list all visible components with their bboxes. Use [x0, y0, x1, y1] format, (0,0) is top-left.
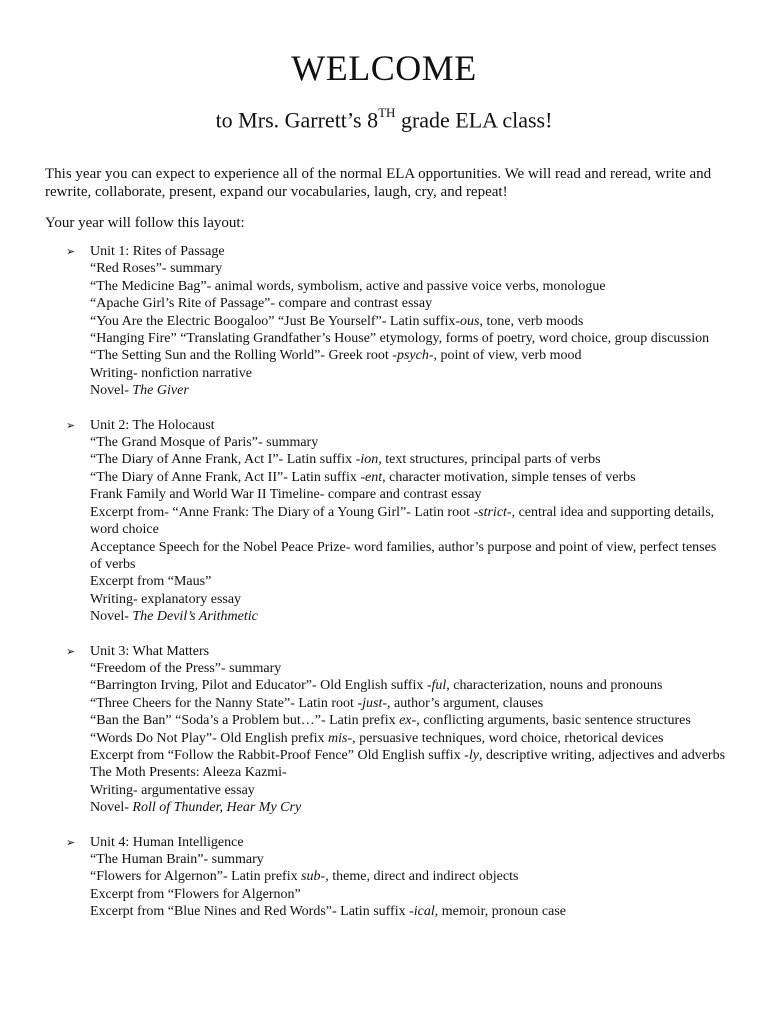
unit-item — [90, 278, 730, 295]
text-segment: , character motivation, simple tenses of verbs — [382, 469, 636, 485]
italic-text: The Giver — [132, 383, 189, 399]
unit-item — [90, 764, 730, 781]
unit-item — [90, 486, 730, 503]
subtitle-text-end: grade ELA class! — [395, 107, 553, 133]
arrow-bullet-icon: ➢ — [66, 245, 76, 258]
text-segment: Excerpt from- “Anne Frank: The Diary of a Young Girl”- Latin root - — [90, 504, 479, 520]
unit-block — [0, 834, 768, 921]
unit-item — [90, 330, 730, 347]
text-segment: , characterization, nouns and pronouns — [446, 678, 663, 694]
unit-item — [90, 868, 730, 885]
unit-item — [90, 747, 730, 764]
text-segment: “The Diary of Anne Frank, Act II”- Latin suffix - — [90, 469, 365, 485]
italic-text: strict- — [478, 504, 512, 520]
unit-item — [90, 469, 730, 486]
unit-item — [90, 573, 730, 590]
text-segment: Excerpt from “Flowers for Algernon” — [90, 886, 301, 902]
arrow-bullet-icon: ➢ — [66, 418, 76, 432]
italic-text: ex- — [399, 713, 417, 729]
italic-text: ent — [365, 469, 383, 485]
text-segment: “Three Cheers for the Nanny State”- Latin root - — [90, 695, 363, 711]
unit-item — [90, 608, 730, 625]
unit-item — [90, 782, 730, 799]
italic-text: just- — [362, 695, 388, 711]
text-segment: “Red Roses”- summary — [90, 261, 223, 277]
unit-item — [90, 903, 730, 920]
unit-block — [0, 643, 768, 817]
text-segment: , persuasive techniques, word choice, rhetorical devices — [352, 730, 664, 746]
unit-item — [90, 504, 730, 539]
unit-item — [90, 799, 730, 816]
text-segment: Novel- — [90, 800, 133, 816]
page-subtitle — [0, 100, 768, 135]
italic-text: ful — [431, 678, 447, 694]
arrow-bullet-icon: ➢ — [66, 835, 76, 849]
text-segment: Excerpt from “Blue Nines and Red Words”- Latin suffix - — [90, 904, 414, 920]
italic-text: ous — [460, 313, 480, 329]
text-segment: “The Setting Sun and the Rolling World”- Greek root - — [90, 348, 397, 364]
italic-text: sub- — [301, 869, 326, 885]
text-segment: Writing- argumentative essay — [90, 782, 255, 798]
text-segment: “You Are the Electric Boogaloo” “Just Be Yourself”- Latin suffix- — [90, 313, 461, 329]
text-segment: “The Grand Mosque of Paris”- summary — [90, 435, 319, 451]
text-segment: , memoir, pronoun case — [434, 904, 567, 920]
text-segment: “The Human Brain”- summary — [90, 852, 264, 867]
text-segment: The Moth Presents: Aleeza Kazmi- — [90, 765, 287, 781]
unit-item — [90, 660, 730, 677]
text-segment: “Apache Girl’s Rite of Passage”- compare and contrast essay — [90, 296, 433, 312]
text-segment: “Ban the Ban” “Soda’s a Problem but…”- Latin prefix — [90, 713, 400, 729]
unit-item — [90, 730, 730, 747]
text-segment: Novel- — [90, 383, 133, 399]
text-segment: text structures, principal parts of verbs — [381, 452, 601, 468]
unit-item — [90, 382, 730, 399]
unit-item — [90, 851, 730, 868]
unit-item — [90, 539, 730, 574]
unit-heading: Unit 3: What Matters — [90, 643, 210, 659]
text-segment: , point of view, verb mood — [433, 348, 582, 364]
unit-list — [0, 243, 768, 938]
unit-item — [90, 712, 730, 729]
text-segment: “Words Do Not Play”- Old English prefix — [90, 730, 328, 746]
text-segment: , author’s argument, clauses — [387, 695, 544, 711]
unit-item — [90, 434, 730, 451]
unit-item — [90, 695, 730, 712]
italic-text: The Devil’s Arithmetic — [132, 609, 258, 625]
unit-item — [90, 313, 730, 330]
text-segment: Acceptance Speech for the Nobel Peace Prize- word families, author’s purpose and point of view, perfect tenses of verbs — [90, 539, 717, 572]
unit-block — [0, 417, 768, 626]
italic-text: mis- — [328, 730, 353, 746]
intro-paragraph: This year you can expect to experience all of the normal ELA opportunities. We will read and reread, write and rewrite, collaborate, present, expand our vocabularies, laugh, cry, and repeat! — [45, 166, 712, 200]
text-segment: Writing- explanatory essay — [90, 591, 242, 607]
text-segment: , conflicting arguments, basic sentence structures — [416, 713, 691, 729]
text-segment: “The Diary of Anne Frank, Act I”- Latin suffix - — [90, 452, 361, 468]
text-segment: Novel- — [90, 609, 133, 625]
unit-block — [0, 243, 768, 400]
unit-heading: Unit 4: Human Intelligence — [90, 834, 244, 850]
text-segment: , descriptive writing, adjectives and adverbs — [478, 747, 726, 763]
text-segment: Excerpt from “Follow the Rabbit-Proof Fence” Old English suffix - — [90, 747, 469, 763]
text-segment: “The Medicine Bag”- animal words, symbolism, active and passive voice verbs, monologue — [90, 278, 606, 294]
unit-item — [90, 886, 730, 903]
text-segment: “Barrington Irving, Pilot and Educator”- Old English suffix - — [90, 678, 432, 694]
italic-text: psych- — [396, 348, 434, 364]
arrow-bullet-icon: ➢ — [66, 644, 76, 658]
italic-text: ion, — [360, 452, 382, 468]
text-segment: “Freedom of the Press”- summary — [90, 660, 282, 676]
unit-item — [90, 677, 730, 694]
unit-heading: Unit 2: The Holocaust — [90, 417, 215, 433]
unit-item — [90, 365, 730, 382]
unit-item — [90, 295, 730, 312]
unit-item — [90, 347, 730, 364]
text-segment: Writing- nonfiction narrative — [90, 365, 252, 381]
subtitle-superscript: TH — [378, 105, 396, 120]
text-segment: , tone, verb moods — [479, 313, 584, 329]
page-title: WELCOME — [291, 48, 477, 88]
italic-text: ly — [468, 747, 479, 763]
text-segment: “Flowers for Algernon”- Latin prefix — [90, 869, 302, 885]
layout-intro-line: Your year will follow this layout: — [45, 215, 245, 231]
unit-heading: Unit 1: Rites of Passage — [90, 244, 225, 259]
subtitle-text-start: to Mrs. Garrett’s 8 — [215, 107, 379, 133]
unit-item — [90, 451, 730, 468]
text-segment: , theme, direct and indirect objects — [325, 869, 519, 885]
italic-text: ical — [413, 904, 435, 920]
text-segment: “Hanging Fire” “Translating Grandfather’s House” etymology, forms of poetry, word choice, group discussion — [90, 331, 710, 347]
unit-item — [90, 260, 730, 277]
text-segment: Frank Family and World War II Timeline- compare and contrast essay — [90, 487, 482, 503]
text-segment: , central idea and supporting details, word choice — [90, 504, 715, 538]
unit-item — [90, 591, 730, 608]
text-segment: Excerpt from “Maus” — [90, 574, 212, 590]
italic-text: Roll of Thunder, Hear My Cry — [132, 800, 302, 816]
